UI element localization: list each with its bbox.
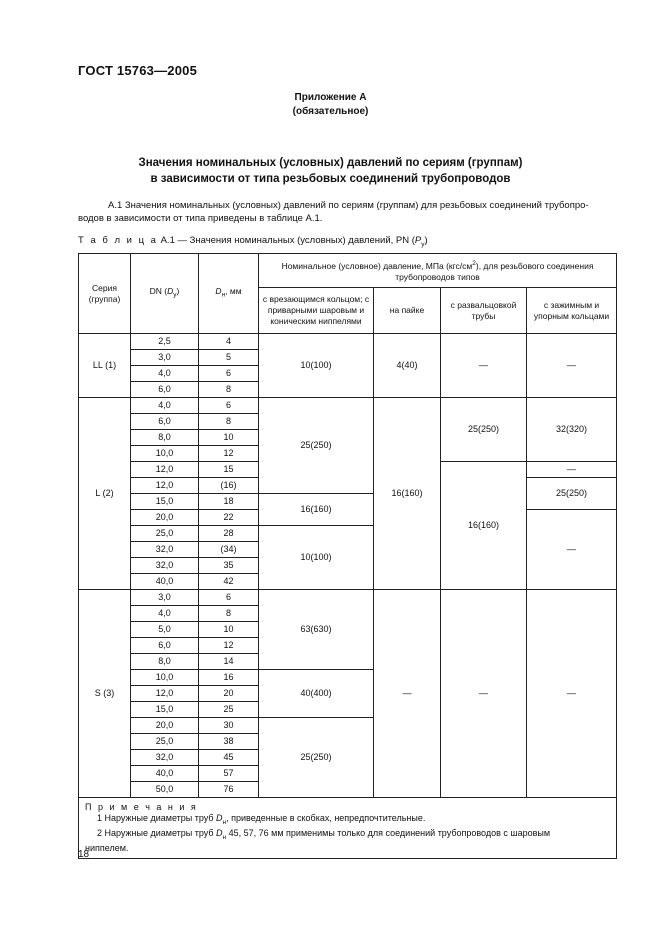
- paragraph-line1: А.1 Значения номинальных (условных) давлений по сериям (группам) для резьбовых соединений трубопро-: [108, 200, 589, 211]
- dn-cell: 40,0: [131, 574, 199, 590]
- dn-cell: 12,0: [131, 478, 199, 494]
- standard-header: ГОСТ 15763—2005: [78, 63, 197, 78]
- pressure-cell: 10(100): [259, 526, 374, 590]
- dh-cell: (16): [199, 478, 259, 494]
- dh-cell: 8: [199, 606, 259, 622]
- dh-cell: 6: [199, 590, 259, 606]
- pressure-cell: —: [441, 334, 527, 398]
- dh-cell: 12: [199, 446, 259, 462]
- header-type-flared: с развальцовкой трубы: [441, 288, 527, 334]
- page-number: 18: [78, 849, 90, 860]
- dn-cell: 5,0: [131, 622, 199, 638]
- note-1: 1 Наружные диаметры труб $D_н$, приведенные в скобках, непредпочтительные.: [97, 813, 426, 826]
- dh-cell: 4: [199, 334, 259, 350]
- header-type-clamping: с зажимным и упорным кольцами: [527, 288, 617, 334]
- series-cell: S (3): [79, 590, 131, 798]
- dh-cell: 10: [199, 622, 259, 638]
- header-dh: $D_н$, мм: [199, 254, 259, 334]
- pressure-cell: —: [374, 590, 441, 798]
- dh-cell: 5: [199, 350, 259, 366]
- table-caption: [78, 235, 428, 248]
- dh-cell: 35: [199, 558, 259, 574]
- dn-cell: 8,0: [131, 654, 199, 670]
- caption-label: Т а б л и ц а: [78, 235, 158, 246]
- dn-cell: 15,0: [131, 494, 199, 510]
- caption-close: ): [424, 235, 428, 246]
- note-2-continuation: ниппелем.: [85, 842, 129, 853]
- dn-cell: 12,0: [131, 686, 199, 702]
- dh-cell: 20: [199, 686, 259, 702]
- dn-cell: 8,0: [131, 430, 199, 446]
- dh-cell: 42: [199, 574, 259, 590]
- header-type-cutting-ring: с врезающимся кольцом; с приварными шаровым и коническим ниппелями: [259, 288, 374, 334]
- appendix-title: Приложение А: [294, 92, 367, 103]
- dh-cell: 8: [199, 414, 259, 430]
- dh-cell: 25: [199, 702, 259, 718]
- dn-cell: 6,0: [131, 638, 199, 654]
- pressure-cell: 10(100): [259, 334, 374, 398]
- dn-cell: 50,0: [131, 782, 199, 798]
- dh-cell: 45: [199, 750, 259, 766]
- dn-cell: 4,0: [131, 398, 199, 414]
- dh-cell: 12: [199, 638, 259, 654]
- header-type-soldered: на пайке: [374, 288, 441, 334]
- pressure-cell: 16(160): [374, 398, 441, 590]
- caption-symbol: P: [414, 235, 422, 246]
- dh-cell: 10: [199, 430, 259, 446]
- header-pressure: Номинальное (условное) давление, МПа $(кгс/см^2)$, для резьбового соединения трубопроводов типов: [259, 254, 617, 288]
- pressure-cell: 32(320): [527, 398, 617, 462]
- dh-cell: 22: [199, 510, 259, 526]
- dh-cell: 38: [199, 734, 259, 750]
- dn-cell: 6,0: [131, 414, 199, 430]
- header-dn: DN $(D_y)$: [131, 254, 199, 334]
- series-cell: L (2): [79, 398, 131, 590]
- note-2: 2 Наружные диаметры труб $D_н$ 45, 57, 76 мм применимы только для соединений трубопроводов с шаровым: [97, 827, 551, 841]
- dh-cell: 57: [199, 766, 259, 782]
- dh-cell: 14: [199, 654, 259, 670]
- dh-cell: 76: [199, 782, 259, 798]
- pressure-cell: —: [527, 462, 617, 478]
- pressure-cell: 40(400): [259, 670, 374, 718]
- dh-cell: 15: [199, 462, 259, 478]
- notes-heading: П р и м е ч а н и я: [85, 802, 198, 812]
- dh-cell: 6: [199, 398, 259, 414]
- dn-cell: 32,0: [131, 542, 199, 558]
- header-series: Серия (группа): [79, 254, 131, 334]
- pressure-cell: —: [527, 334, 617, 398]
- paragraph-line2: водов в зависимости от типа приведены в таблице А.1.: [78, 213, 323, 224]
- dn-cell: 25,0: [131, 526, 199, 542]
- dh-cell: 6: [199, 366, 259, 382]
- dh-cell: 30: [199, 718, 259, 734]
- caption-text: А.1 — Значения номинальных (условных) давлений, PN (: [157, 235, 415, 246]
- dh-cell: 28: [199, 526, 259, 542]
- pressure-cell: 63(630): [259, 590, 374, 670]
- pressure-cell: —: [441, 590, 527, 798]
- pressure-cell: 25(250): [527, 478, 617, 510]
- pressure-cell: —: [527, 590, 617, 798]
- section-title-line1: Значения номинальных (условных) давлений по сериям (группам): [138, 157, 523, 169]
- dh-cell: (34): [199, 542, 259, 558]
- dn-cell: 20,0: [131, 718, 199, 734]
- dn-cell: 10,0: [131, 446, 199, 462]
- dn-cell: 15,0: [131, 702, 199, 718]
- pressure-cell: 16(160): [441, 462, 527, 590]
- series-cell: LL (1): [79, 334, 131, 398]
- dn-cell: 32,0: [131, 558, 199, 574]
- pressure-cell: 25(250): [441, 398, 527, 462]
- caption-sub: y: [421, 240, 425, 248]
- pressure-cell: 4(40): [374, 334, 441, 398]
- dn-cell: 40,0: [131, 766, 199, 782]
- table-notes: [79, 798, 617, 859]
- dn-cell: 4,0: [131, 366, 199, 382]
- dn-cell: 20,0: [131, 510, 199, 526]
- dh-cell: 18: [199, 494, 259, 510]
- pressure-cell: 16(160): [259, 494, 374, 526]
- dh-cell: 8: [199, 382, 259, 398]
- dn-cell: 32,0: [131, 750, 199, 766]
- appendix-status: (обязательное): [292, 106, 369, 117]
- dn-cell: 3,0: [131, 350, 199, 366]
- pressure-cell: 25(250): [259, 718, 374, 798]
- dn-cell: 4,0: [131, 606, 199, 622]
- dn-cell: 25,0: [131, 734, 199, 750]
- section-title-line2: в зависимости от типа резьбовых соединений трубопроводов: [150, 173, 511, 185]
- dn-cell: 10,0: [131, 670, 199, 686]
- dn-cell: 6,0: [131, 382, 199, 398]
- pressure-table: [78, 253, 617, 859]
- pressure-cell: —: [527, 510, 617, 590]
- dn-cell: 12,0: [131, 462, 199, 478]
- dh-cell: 16: [199, 670, 259, 686]
- dn-cell: 2,5: [131, 334, 199, 350]
- dn-cell: 3,0: [131, 590, 199, 606]
- pressure-cell: 25(250): [259, 398, 374, 494]
